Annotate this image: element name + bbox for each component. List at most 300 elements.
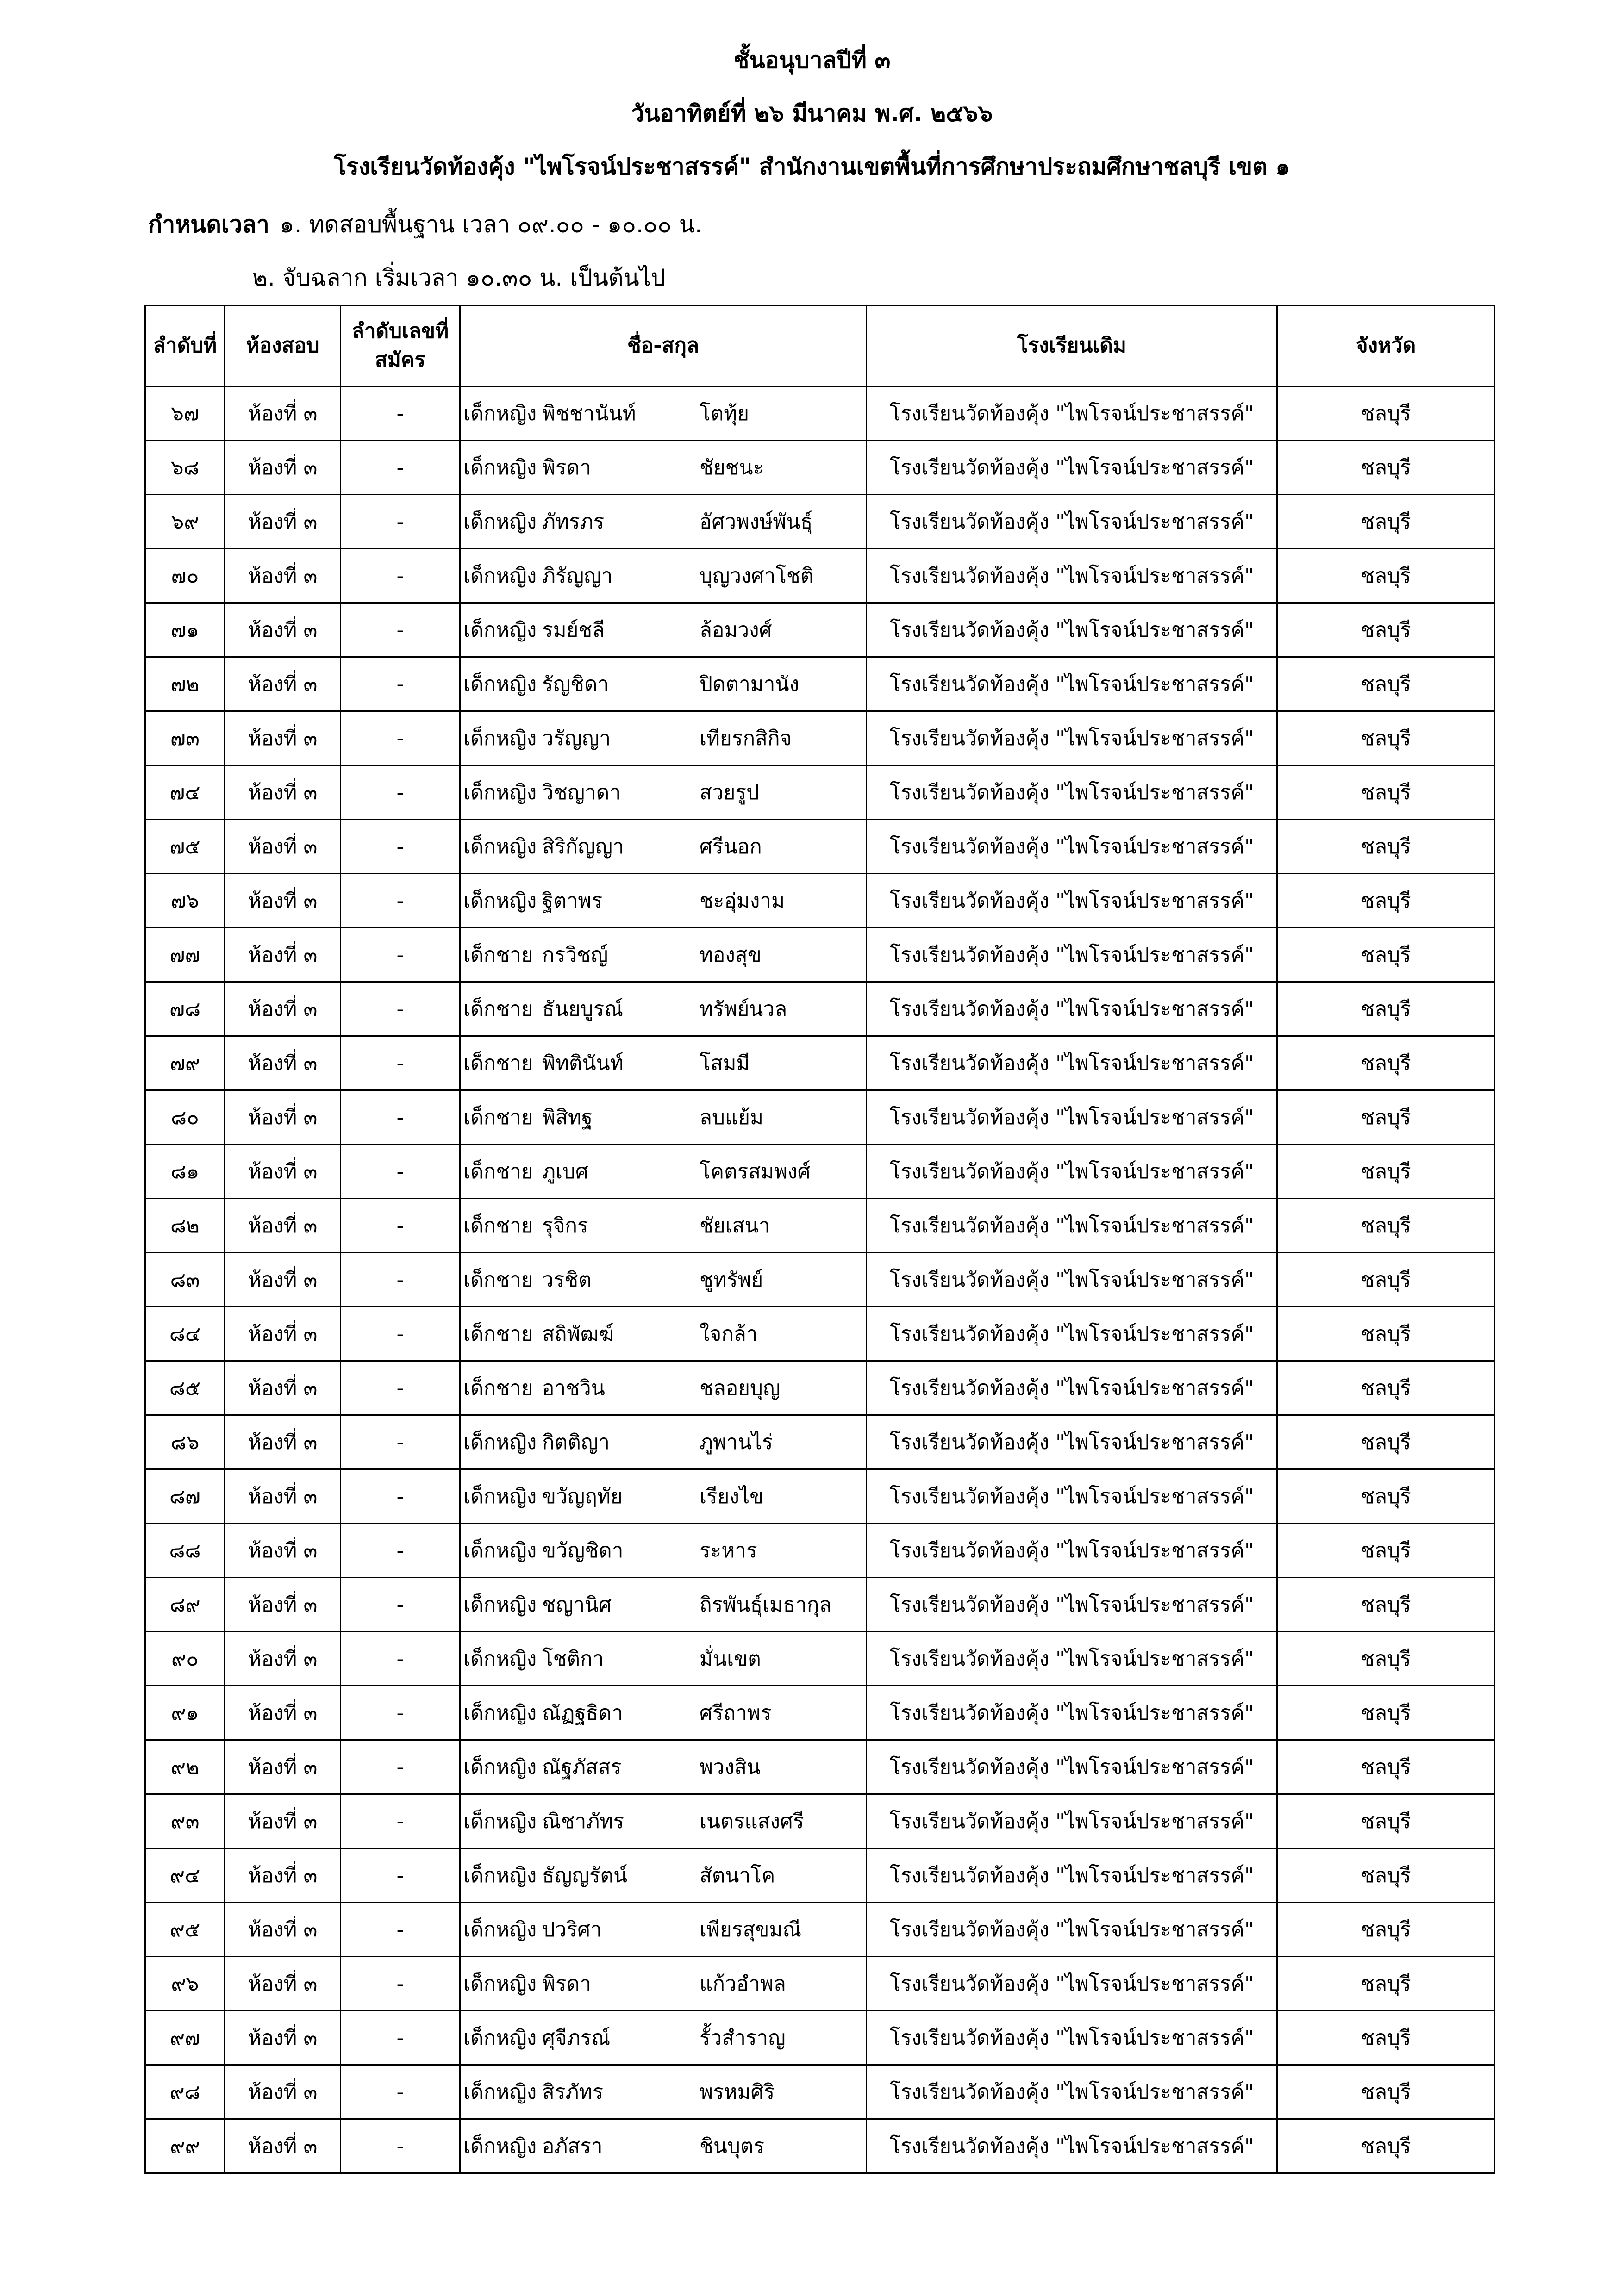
cell-app-no: - [341, 1848, 460, 1903]
table-row [145, 1632, 1495, 1686]
name-last: ทรัพย์นวล [700, 997, 787, 1021]
name-last: ชลอยบุญ [700, 1376, 781, 1400]
cell-name [460, 1307, 867, 1361]
table-row [145, 820, 1495, 874]
name-first: อภัสรา [542, 2134, 603, 2158]
schedule-label: กำหนดเวลา [148, 211, 269, 238]
cell-school: โรงเรียนวัดท้องคุ้ง "ไพโรจน์ประชาสรรค์" [867, 1957, 1277, 2011]
cell-room: ห้องที่ ๓ [225, 1199, 341, 1253]
cell-school: โรงเรียนวัดท้องคุ้ง "ไพโรจน์ประชาสรรค์" [867, 1090, 1277, 1145]
cell-no: ๘๒ [145, 1199, 225, 1253]
cell-province: ชลบุรี [1277, 549, 1495, 603]
name-last: บุญวงศาโชติ [700, 564, 814, 588]
cell-app-no: - [341, 982, 460, 1036]
cell-name [460, 1848, 867, 1903]
name-first: อาชวิน [542, 1376, 605, 1400]
cell-school: โรงเรียนวัดท้องคุ้ง "ไพโรจน์ประชาสรรค์" [867, 2065, 1277, 2119]
table-header-row [145, 305, 1495, 386]
cell-province: ชลบุรี [1277, 1794, 1495, 1848]
cell-app-no: - [341, 1632, 460, 1686]
table-row [145, 657, 1495, 711]
name-first: ฐิตาพร [542, 889, 603, 913]
cell-province: ชลบุรี [1277, 1632, 1495, 1686]
cell-name [460, 603, 867, 657]
cell-school: โรงเรียนวัดท้องคุ้ง "ไพโรจน์ประชาสรรค์" [867, 928, 1277, 982]
name-title: เด็กหญิง [463, 1864, 537, 1887]
name-title: เด็กหญิง [463, 781, 537, 804]
cell-no: ๗๒ [145, 657, 225, 711]
cell-room: ห้องที่ ๓ [225, 549, 341, 603]
cell-school: โรงเรียนวัดท้องคุ้ง "ไพโรจน์ประชาสรรค์" [867, 1848, 1277, 1903]
cell-name [460, 711, 867, 765]
cell-name [460, 1145, 867, 1199]
cell-province: ชลบุรี [1277, 657, 1495, 711]
name-first: พิทตินันท์ [542, 1052, 624, 1075]
cell-school: โรงเรียนวัดท้องคุ้ง "ไพโรจน์ประชาสรรค์" [867, 711, 1277, 765]
cell-province: ชลบุรี [1277, 441, 1495, 495]
cell-room: ห้องที่ ๓ [225, 928, 341, 982]
table-row [145, 928, 1495, 982]
cell-room: ห้องที่ ๓ [225, 657, 341, 711]
table-row [145, 1036, 1495, 1090]
doc-title-date: วันอาทิตย์ที่ ๒๖ มีนาคม พ.ศ. ๒๕๖๖ [631, 100, 993, 127]
col-header-province: จังหวัด [1277, 305, 1495, 386]
col-header-no: ลำดับที่ [145, 305, 225, 386]
cell-province: ชลบุรี [1277, 1903, 1495, 1957]
name-title: เด็กหญิง [463, 1918, 537, 1941]
cell-room: ห้องที่ ๓ [225, 1036, 341, 1090]
cell-name [460, 2065, 867, 2119]
cell-room: ห้องที่ ๓ [225, 603, 341, 657]
name-first: ภูเบศ [542, 1160, 588, 1183]
name-first: ปวริศา [542, 1918, 602, 1941]
cell-school: โรงเรียนวัดท้องคุ้ง "ไพโรจน์ประชาสรรค์" [867, 1740, 1277, 1794]
cell-no: ๙๕ [145, 1903, 225, 1957]
cell-room: ห้องที่ ๓ [225, 1415, 341, 1469]
name-last: โตทุ้ย [700, 402, 749, 425]
cell-app-no: - [341, 2065, 460, 2119]
cell-school: โรงเรียนวัดท้องคุ้ง "ไพโรจน์ประชาสรรค์" [867, 2119, 1277, 2173]
name-first: สิรภัทร [542, 2080, 604, 2104]
table-row [145, 2119, 1495, 2173]
cell-app-no: - [341, 2119, 460, 2173]
cell-app-no: - [341, 1253, 460, 1307]
cell-province: ชลบุรี [1277, 386, 1495, 441]
cell-name [460, 1036, 867, 1090]
cell-no: ๙๙ [145, 2119, 225, 2173]
table-row [145, 1848, 1495, 1903]
cell-no: ๘๔ [145, 1307, 225, 1361]
cell-room: ห้องที่ ๓ [225, 1903, 341, 1957]
table-row [145, 2065, 1495, 2119]
cell-name [460, 657, 867, 711]
name-last: ชัยชนะ [700, 456, 764, 479]
name-first: ขวัญฤทัย [542, 1485, 623, 1508]
name-title: เด็กหญิง [463, 510, 537, 534]
name-title: เด็กหญิง [463, 1485, 537, 1508]
cell-name [460, 1740, 867, 1794]
cell-province: ชลบุรี [1277, 1578, 1495, 1632]
name-first: ณิชาภัทร [542, 1810, 625, 1833]
cell-room: ห้องที่ ๓ [225, 2011, 341, 2065]
cell-app-no: - [341, 1415, 460, 1469]
name-last: ใจกล้า [700, 1322, 758, 1346]
cell-room: ห้องที่ ๓ [225, 1469, 341, 1524]
table-body [145, 386, 1495, 2173]
cell-room: ห้องที่ ๓ [225, 1686, 341, 1740]
table-row [145, 1199, 1495, 1253]
name-title: เด็กหญิง [463, 672, 537, 696]
cell-province: ชลบุรี [1277, 1957, 1495, 2011]
cell-no: ๖๗ [145, 386, 225, 441]
cell-app-no: - [341, 1903, 460, 1957]
cell-school: โรงเรียนวัดท้องคุ้ง "ไพโรจน์ประชาสรรค์" [867, 1632, 1277, 1686]
cell-app-no: - [341, 549, 460, 603]
cell-app-no: - [341, 1036, 460, 1090]
cell-school: โรงเรียนวัดท้องคุ้ง "ไพโรจน์ประชาสรรค์" [867, 1794, 1277, 1848]
name-first: ธันยบูรณ์ [542, 997, 624, 1021]
table-row [145, 1524, 1495, 1578]
name-last: ระหาร [700, 1539, 757, 1562]
name-last: ชะอุ่มงาม [700, 889, 785, 913]
name-title: เด็กชาย [463, 1214, 533, 1238]
cell-school: โรงเรียนวัดท้องคุ้ง "ไพโรจน์ประชาสรรค์" [867, 549, 1277, 603]
cell-name [460, 1361, 867, 1415]
cell-app-no: - [341, 1740, 460, 1794]
table-row [145, 1307, 1495, 1361]
name-first: ณัฐภัสสร [542, 1755, 622, 1779]
cell-province: ชลบุรี [1277, 1740, 1495, 1794]
name-first: ธัญญรัตน์ [542, 1864, 628, 1887]
cell-school: โรงเรียนวัดท้องคุ้ง "ไพโรจน์ประชาสรรค์" [867, 2011, 1277, 2065]
cell-province: ชลบุรี [1277, 1253, 1495, 1307]
name-last: ชินบุตร [700, 2134, 765, 2158]
name-title: เด็กหญิง [463, 727, 537, 750]
cell-school: โรงเรียนวัดท้องคุ้ง "ไพโรจน์ประชาสรรค์" [867, 982, 1277, 1036]
name-title: เด็กหญิง [463, 1755, 537, 1779]
cell-room: ห้องที่ ๓ [225, 1632, 341, 1686]
cell-no: ๗๖ [145, 874, 225, 928]
name-title: เด็กหญิง [463, 1972, 537, 1996]
cell-no: ๖๘ [145, 441, 225, 495]
name-last: โสมมี [700, 1052, 750, 1075]
cell-province: ชลบุรี [1277, 1090, 1495, 1145]
cell-name [460, 1794, 867, 1848]
cell-province: ชลบุรี [1277, 928, 1495, 982]
cell-name [460, 2119, 867, 2173]
cell-room: ห้องที่ ๓ [225, 1848, 341, 1903]
name-first: รุจิกร [542, 1214, 588, 1238]
cell-room: ห้องที่ ๓ [225, 1524, 341, 1578]
table-row [145, 1253, 1495, 1307]
cell-no: ๙๓ [145, 1794, 225, 1848]
cell-no: ๙๘ [145, 2065, 225, 2119]
name-last: ศรีนอก [700, 835, 762, 859]
cell-name [460, 1469, 867, 1524]
cell-no: ๘๓ [145, 1253, 225, 1307]
col-header-school: โรงเรียนเดิม [867, 305, 1277, 386]
cell-no: ๘๑ [145, 1145, 225, 1199]
cell-no: ๗๗ [145, 928, 225, 982]
cell-name [460, 1090, 867, 1145]
cell-no: ๙๑ [145, 1686, 225, 1740]
table-row [145, 1415, 1495, 1469]
cell-province: ชลบุรี [1277, 1145, 1495, 1199]
name-title: เด็กชาย [463, 1322, 533, 1346]
name-last: ถิรพันธุ์เมธากุล [700, 1593, 832, 1617]
cell-province: ชลบุรี [1277, 603, 1495, 657]
doc-title-level: ชั้นอนุบาลปีที่ ๓ [733, 47, 891, 74]
name-last: ชูทรัพย์ [700, 1268, 763, 1292]
name-title: เด็กชาย [463, 1052, 533, 1075]
cell-room: ห้องที่ ๓ [225, 386, 341, 441]
name-first: ชญานิศ [542, 1593, 612, 1617]
cell-no: ๘๖ [145, 1415, 225, 1469]
name-first: พิสิทฐ [542, 1106, 593, 1129]
cell-school: โรงเรียนวัดท้องคุ้ง "ไพโรจน์ประชาสรรค์" [867, 386, 1277, 441]
cell-no: ๘๕ [145, 1361, 225, 1415]
schedule-item-2: ๒. จับฉลาก เริ่มเวลา ๑๐.๓๐ น. เป็นต้นไป [252, 264, 666, 291]
name-title: เด็กหญิง [463, 1647, 537, 1671]
name-last: พวงสิน [700, 1755, 761, 1779]
cell-app-no: - [341, 1090, 460, 1145]
cell-room: ห้องที่ ๓ [225, 1090, 341, 1145]
name-first: วรัญญา [542, 727, 611, 750]
cell-no: ๗๐ [145, 549, 225, 603]
cell-room: ห้องที่ ๓ [225, 1307, 341, 1361]
cell-name [460, 982, 867, 1036]
table-row [145, 441, 1495, 495]
cell-province: ชลบุรี [1277, 1686, 1495, 1740]
cell-province: ชลบุรี [1277, 2065, 1495, 2119]
cell-no: ๖๙ [145, 495, 225, 549]
cell-app-no: - [341, 495, 460, 549]
cell-room: ห้องที่ ๓ [225, 820, 341, 874]
cell-school: โรงเรียนวัดท้องคุ้ง "ไพโรจน์ประชาสรรค์" [867, 1307, 1277, 1361]
col-header-room: ห้องสอบ [225, 305, 341, 386]
name-title: เด็กชาย [463, 943, 533, 967]
name-last: พรหมศิริ [700, 2080, 775, 2104]
cell-province: ชลบุรี [1277, 1524, 1495, 1578]
cell-no: ๗๘ [145, 982, 225, 1036]
table-row [145, 765, 1495, 820]
cell-school: โรงเรียนวัดท้องคุ้ง "ไพโรจน์ประชาสรรค์" [867, 1903, 1277, 1957]
name-first: สิริกัญญา [542, 835, 624, 859]
cell-app-no: - [341, 386, 460, 441]
doc-title-school: โรงเรียนวัดท้องคุ้ง "ไพโรจน์ประชาสรรค์" สำนักงานเขตพื้นที่การศึกษาประถมศึกษาชลบุรี เขต ๑ [334, 153, 1290, 180]
name-first: วิชญาดา [542, 781, 621, 804]
cell-room: ห้องที่ ๓ [225, 1145, 341, 1199]
cell-name [460, 1415, 867, 1469]
cell-name [460, 1903, 867, 1957]
cell-name [460, 874, 867, 928]
col-header-app-no: ลำดับเลขที่สมัคร [341, 305, 460, 386]
table-row [145, 1794, 1495, 1848]
cell-no: ๙๔ [145, 1848, 225, 1903]
col-header-name: ชื่อ-สกุล [460, 305, 867, 386]
cell-province: ชลบุรี [1277, 982, 1495, 1036]
cell-school: โรงเรียนวัดท้องคุ้ง "ไพโรจน์ประชาสรรค์" [867, 1415, 1277, 1469]
cell-room: ห้องที่ ๓ [225, 1253, 341, 1307]
cell-no: ๗๙ [145, 1036, 225, 1090]
cell-app-no: - [341, 1307, 460, 1361]
table-row [145, 386, 1495, 441]
cell-province: ชลบุรี [1277, 1415, 1495, 1469]
name-last: โคตรสมพงศ์ [700, 1160, 811, 1183]
name-first: ภิรัญญา [542, 564, 613, 588]
cell-name [460, 495, 867, 549]
cell-app-no: - [341, 765, 460, 820]
cell-name [460, 1524, 867, 1578]
cell-no: ๗๑ [145, 603, 225, 657]
name-last: เทียรกสิกิจ [700, 727, 792, 750]
cell-name [460, 386, 867, 441]
cell-province: ชลบุรี [1277, 765, 1495, 820]
cell-school: โรงเรียนวัดท้องคุ้ง "ไพโรจน์ประชาสรรค์" [867, 1199, 1277, 1253]
cell-province: ชลบุรี [1277, 1199, 1495, 1253]
name-last: ศรีถาพร [700, 1701, 772, 1725]
cell-province: ชลบุรี [1277, 1469, 1495, 1524]
name-last: สัตนาโค [700, 1864, 775, 1887]
table-row [145, 1145, 1495, 1199]
name-last: อัศวพงษ์พันธุ์ [700, 510, 813, 534]
cell-school: โรงเรียนวัดท้องคุ้ง "ไพโรจน์ประชาสรรค์" [867, 1145, 1277, 1199]
table-row [145, 1361, 1495, 1415]
name-title: เด็กหญิง [463, 1431, 537, 1454]
cell-school: โรงเรียนวัดท้องคุ้ง "ไพโรจน์ประชาสรรค์" [867, 1469, 1277, 1524]
cell-name [460, 1253, 867, 1307]
cell-app-no: - [341, 1145, 460, 1199]
cell-room: ห้องที่ ๓ [225, 711, 341, 765]
cell-no: ๘๗ [145, 1469, 225, 1524]
table-row [145, 2011, 1495, 2065]
name-title: เด็กหญิง [463, 1593, 537, 1617]
cell-room: ห้องที่ ๓ [225, 2119, 341, 2173]
name-title: เด็กหญิง [463, 456, 537, 479]
name-last: ลบแย้ม [700, 1106, 764, 1129]
cell-province: ชลบุรี [1277, 874, 1495, 928]
name-last: เนตรแสงศรี [700, 1810, 804, 1833]
cell-app-no: - [341, 1686, 460, 1740]
table-row [145, 1090, 1495, 1145]
cell-room: ห้องที่ ๓ [225, 2065, 341, 2119]
table-row [145, 1686, 1495, 1740]
name-title: เด็กหญิง [463, 889, 537, 913]
name-last: เพียรสุขมณี [700, 1918, 802, 1941]
name-title: เด็กหญิง [463, 1810, 537, 1833]
cell-name [460, 928, 867, 982]
cell-name [460, 1199, 867, 1253]
schedule-item-1: ๑. ทดสอบพื้นฐาน เวลา ๐๙.๐๐ - ๑๐.๐๐ น. [279, 211, 702, 238]
cell-province: ชลบุรี [1277, 1307, 1495, 1361]
cell-room: ห้องที่ ๓ [225, 1794, 341, 1848]
name-title: เด็กหญิง [463, 402, 537, 425]
cell-school: โรงเรียนวัดท้องคุ้ง "ไพโรจน์ประชาสรรค์" [867, 820, 1277, 874]
cell-app-no: - [341, 1524, 460, 1578]
table-row [145, 1957, 1495, 2011]
table-row [145, 1740, 1495, 1794]
cell-app-no: - [341, 928, 460, 982]
name-title: เด็กชาย [463, 1106, 533, 1129]
cell-room: ห้องที่ ๓ [225, 1957, 341, 2011]
cell-school: โรงเรียนวัดท้องคุ้ง "ไพโรจน์ประชาสรรค์" [867, 1036, 1277, 1090]
cell-app-no: - [341, 441, 460, 495]
table-row [145, 1903, 1495, 1957]
cell-name [460, 1632, 867, 1686]
name-first: รมย์ชลี [542, 618, 605, 642]
name-first: สถิพัฒฆ์ [542, 1322, 614, 1346]
cell-room: ห้องที่ ๓ [225, 441, 341, 495]
cell-name [460, 2011, 867, 2065]
name-first: ขวัญชิดา [542, 1539, 624, 1562]
cell-province: ชลบุรี [1277, 1361, 1495, 1415]
cell-name [460, 1578, 867, 1632]
name-first: ศุจีภรณ์ [542, 2026, 611, 2050]
name-first: ภัทรภร [542, 510, 605, 534]
cell-app-no: - [341, 1361, 460, 1415]
cell-name [460, 549, 867, 603]
cell-app-no: - [341, 1199, 460, 1253]
name-first: กรวิชญ์ [542, 943, 608, 967]
cell-province: ชลบุรี [1277, 2119, 1495, 2173]
name-title: เด็กหญิง [463, 1539, 537, 1562]
cell-no: ๘๐ [145, 1090, 225, 1145]
cell-school: โรงเรียนวัดท้องคุ้ง "ไพโรจน์ประชาสรรค์" [867, 1524, 1277, 1578]
name-first: รัญชิดา [542, 672, 609, 696]
cell-name [460, 1686, 867, 1740]
cell-province: ชลบุรี [1277, 1036, 1495, 1090]
name-last: เรียงไข [700, 1485, 764, 1508]
cell-province: ชลบุรี [1277, 495, 1495, 549]
cell-no: ๘๘ [145, 1524, 225, 1578]
cell-name [460, 441, 867, 495]
cell-school: โรงเรียนวัดท้องคุ้ง "ไพโรจน์ประชาสรรค์" [867, 1578, 1277, 1632]
name-last: ปิดตามานัง [700, 672, 800, 696]
cell-app-no: - [341, 657, 460, 711]
table-row [145, 495, 1495, 549]
cell-school: โรงเรียนวัดท้องคุ้ง "ไพโรจน์ประชาสรรค์" [867, 1361, 1277, 1415]
name-title: เด็กชาย [463, 1160, 533, 1183]
cell-room: ห้องที่ ๓ [225, 874, 341, 928]
cell-app-no: - [341, 874, 460, 928]
cell-app-no: - [341, 1794, 460, 1848]
name-first: กิตติญา [542, 1431, 610, 1454]
name-title: เด็กหญิง [463, 618, 537, 642]
cell-app-no: - [341, 711, 460, 765]
name-title: เด็กหญิง [463, 564, 537, 588]
cell-no: ๙๐ [145, 1632, 225, 1686]
cell-no: ๙๒ [145, 1740, 225, 1794]
cell-room: ห้องที่ ๓ [225, 1740, 341, 1794]
cell-school: โรงเรียนวัดท้องคุ้ง "ไพโรจน์ประชาสรรค์" [867, 874, 1277, 928]
cell-school: โรงเรียนวัดท้องคุ้ง "ไพโรจน์ประชาสรรค์" [867, 657, 1277, 711]
name-title: เด็กชาย [463, 1376, 533, 1400]
cell-school: โรงเรียนวัดท้องคุ้ง "ไพโรจน์ประชาสรรค์" [867, 603, 1277, 657]
name-title: เด็กหญิง [463, 2134, 537, 2158]
student-roster-table [144, 305, 1495, 2174]
cell-name [460, 1957, 867, 2011]
name-last: ชัยเสนา [700, 1214, 770, 1238]
cell-room: ห้องที่ ๓ [225, 1578, 341, 1632]
cell-app-no: - [341, 1578, 460, 1632]
cell-room: ห้องที่ ๓ [225, 1361, 341, 1415]
table-row [145, 603, 1495, 657]
name-first: โชติกา [542, 1647, 604, 1671]
cell-no: ๘๙ [145, 1578, 225, 1632]
cell-room: ห้องที่ ๓ [225, 982, 341, 1036]
cell-no: ๗๕ [145, 820, 225, 874]
name-title: เด็กชาย [463, 1268, 533, 1292]
